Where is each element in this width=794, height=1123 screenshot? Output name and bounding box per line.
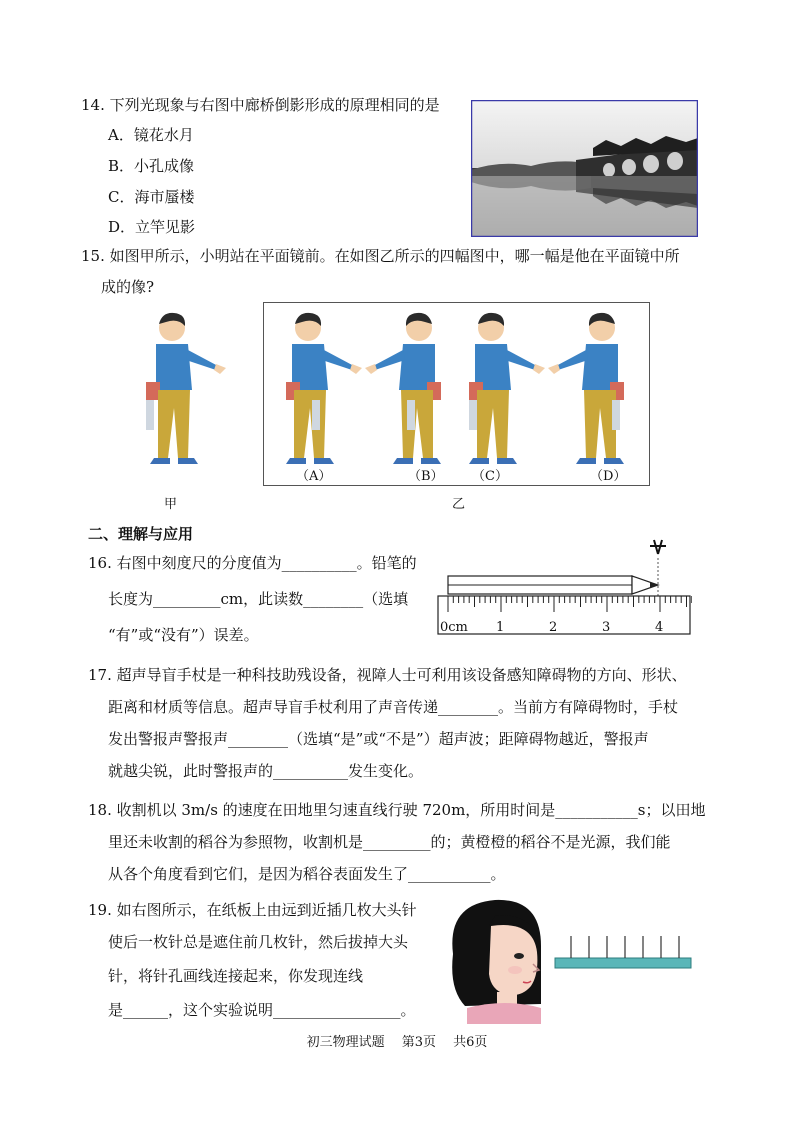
section-title: 二、理解与应用	[88, 525, 194, 543]
q16-line3: “有”或“没有”）误差。	[108, 626, 259, 644]
girl-pins-figure	[445, 894, 695, 1024]
ruler-label-4: 4	[655, 620, 664, 635]
ruler-label-2: 2	[549, 620, 558, 635]
boy-option-a	[272, 308, 362, 468]
q14-option-d: D．立竿见影	[108, 218, 196, 236]
q16-line1: 16. 右图中刻度尺的分度值为__________。铅笔的	[88, 554, 417, 572]
ruler-label-1: 1	[496, 620, 505, 635]
label-option-d: （D）	[590, 469, 627, 484]
q14-stem: 14. 下列光现象与右图中廊桥倒影形成的原理相同的是	[81, 96, 440, 114]
q14-option-a: A．镜花水月	[108, 126, 194, 144]
label-option-b: （B）	[408, 469, 444, 484]
q19-line3: 针，将针孔画线连接起来，你发现连线	[108, 967, 364, 985]
q19-line4: 是______，这个实验说明_________________。	[108, 1001, 416, 1019]
label-jia: 甲	[164, 497, 178, 512]
page-footer: 初三物理试题 第3页 共6页	[306, 1035, 488, 1050]
q17-line2: 距离和材质等信息。超声导盲手杖利用了声音传递________。当前方有障碍物时，手杖	[108, 698, 679, 716]
q19-line2: 使后一枚针总是遮住前几枚针，然后拔掉大头	[108, 933, 409, 951]
boy-option-d	[548, 308, 638, 468]
label-option-c: （C）	[472, 469, 508, 484]
q15-line1: 15. 如图甲所示，小明站在平面镜前。在如图乙所示的四幅图中，哪一幅是他在平面镜中所	[81, 247, 680, 265]
q17-line1: 17. 超声导盲手杖是一种科技助残设备，视障人士可利用该设备感知障碍物的方向、形状、	[88, 666, 687, 684]
q18-line1: 18. 收割机以 3m/s 的速度在田地里匀速直线行驶 720m，所用时间是___________s；以田地	[88, 801, 706, 819]
q17-line3: 发出警报声警报声________（选填“是”或“不是”）超声波；距障碍物越近，警报声	[108, 730, 649, 748]
q18-line3: 从各个角度看到它们，是因为稻谷表面发生了___________。	[108, 865, 506, 883]
boy-figure-jia	[128, 308, 228, 468]
boy-option-c	[455, 308, 545, 468]
ruler-label-3: 3	[602, 620, 611, 635]
q19-line1: 19. 如右图所示，在纸板上由远到近插几枚大头针	[88, 901, 417, 919]
ruler-label-0: 0cm	[440, 620, 468, 635]
q14-option-c: C．海市蜃楼	[108, 188, 195, 206]
q18-line2: 里还未收割的稻谷为参照物，收割机是_________的；黄橙橙的稻谷不是光源，我们能	[108, 833, 671, 851]
label-yi: 乙	[452, 497, 466, 512]
q17-line4: 就越尖锐，此时警报声的__________发生变化。	[108, 762, 424, 780]
q14-option-b: B．小孔成像	[108, 157, 195, 175]
bridge-reflection-photo	[471, 100, 698, 237]
q16-line2: 长度为_________cm，此读数________（选填	[108, 590, 409, 608]
ruler-pencil-figure	[436, 538, 692, 640]
label-option-a: （A）	[296, 469, 332, 484]
boy-option-b	[365, 308, 455, 468]
q15-line2: 成的像?	[101, 278, 155, 296]
